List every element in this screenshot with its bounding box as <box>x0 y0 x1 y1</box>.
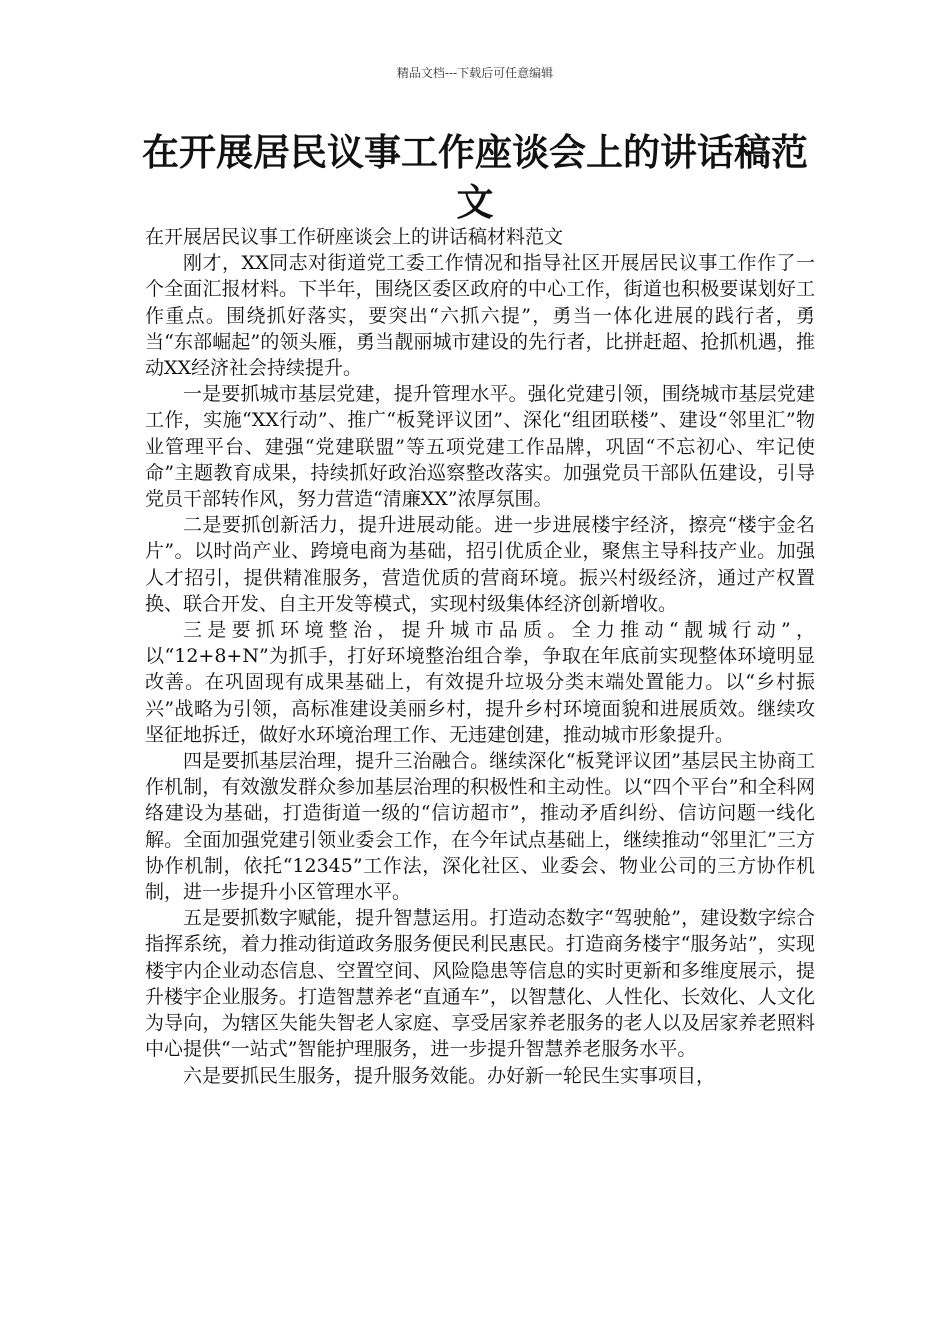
paragraph-innovation: 二是要抓创新活力，提升进展动能。进一步进展楼宇经济，擦亮“楼宇金名片”。以时尚产业、跨境电商为基础，招引优质企业，聚焦主导科技产业。加强人才招引，提供精准服务，营造优质的营商环境。振兴村级经济，通过产权置换、联合开发、自主开发等模式，实现村级集体经济创新增收。 <box>145 514 815 615</box>
document-subtitle: 在开展居民议事工作研座谈会上的讲话稿材料范文 <box>145 226 564 248</box>
paragraph-livelihood: 六是要抓民生服务，提升服务效能。办好新一轮民生实事项目， <box>183 1064 716 1087</box>
paragraph-digital: 五是要抓数字赋能，提升智慧运用。打造动态数字“驾驶舱”，建设数字综合指挥系统，着力推动街道政务服务便民利民惠民。打造商务楼宇“服务站”，实现楼宇内企业动态信息、空置空间、风险隐患等信息的实时更新和多维度展示，提升楼宇企业服务。打造智慧养老“直通车”，以智慧化、人性化、长效化、人文化为导向，为辖区失能失智老人家庭、享受居家养老服务的老人以及居家养老照料中心提供“一站式”智能护理服务，进一步提升智慧养老服务水平。 <box>145 907 815 1061</box>
paragraph-intro: 刚才，XX同志对街道党工委工作情况和指导社区开展居民议事工作作了一个全面汇报材料。下半年，围绕区委区政府的中心工作，街道也积极要谋划好工作重点。围绕抓好落实，要突出“六抓六提”，勇当一体化进展的践行者，勇当“东部崛起”的领头雁，勇当靓丽城市建设的先行者，比拼赶超、抢抓机遇，推动XX经济社会持续提升。 <box>145 252 815 380</box>
document-title: 在开展居民议事工作座谈会上的讲话稿范文 <box>142 131 808 224</box>
paragraph-environment: 三是要抓环境整治，提升城市品质。全力推动“靓城行动”，以“12+8+N”为抓手，打好环境整治组合拳，争取在年底前实现整体环境明显改善。在巩固现有成果基础上，有效提升垃圾分类末端处置能力。以“乡村振兴”战略为引领，高标准建设美丽乡村，提升乡村环境面貌和进展质效。继续攻坚征地拆迁，做好水环境治理工作、无违建创建，推动城市形象提升。 <box>145 619 815 746</box>
paragraph-party-building: 一是要抓城市基层党建，提升管理水平。强化党建引领，围绕城市基层党建工作，实施“XX行动”、推广“板凳评议团”、深化“组团联楼”、建设“邻里汇”物业管理平台、建强“党建联盟”等五项党建工作品牌，巩固“不忘初心、牢记使命”主题教育成果，持续抓好政治巡察整改落实。加强党员干部队伍建设，引导党员干部转作风，努力营造“清廉XX”浓厚氛围。 <box>145 383 815 511</box>
paragraph-governance: 四是要抓基层治理，提升三治融合。继续深化“板凳评议团”基层民主协商工作机制，有效激发群众参加基层治理的积极性和主动性。以“四个平台”和全科网络建设为基础，打造街道一级的“信访超市”，推动矛盾纠纷、信访问题一线化解。全面加强党建引领业委会工作，在今年试点基础上，继续推动“邻里汇”三方协作机制，依托“12345”工作法，深化社区、业委会、物业公司的三方协作机制，进一步提升小区管理水平。 <box>145 750 815 904</box>
header-note: 精品文档---下载后可任意编辑 <box>396 66 554 80</box>
document-body <box>145 224 815 1089</box>
